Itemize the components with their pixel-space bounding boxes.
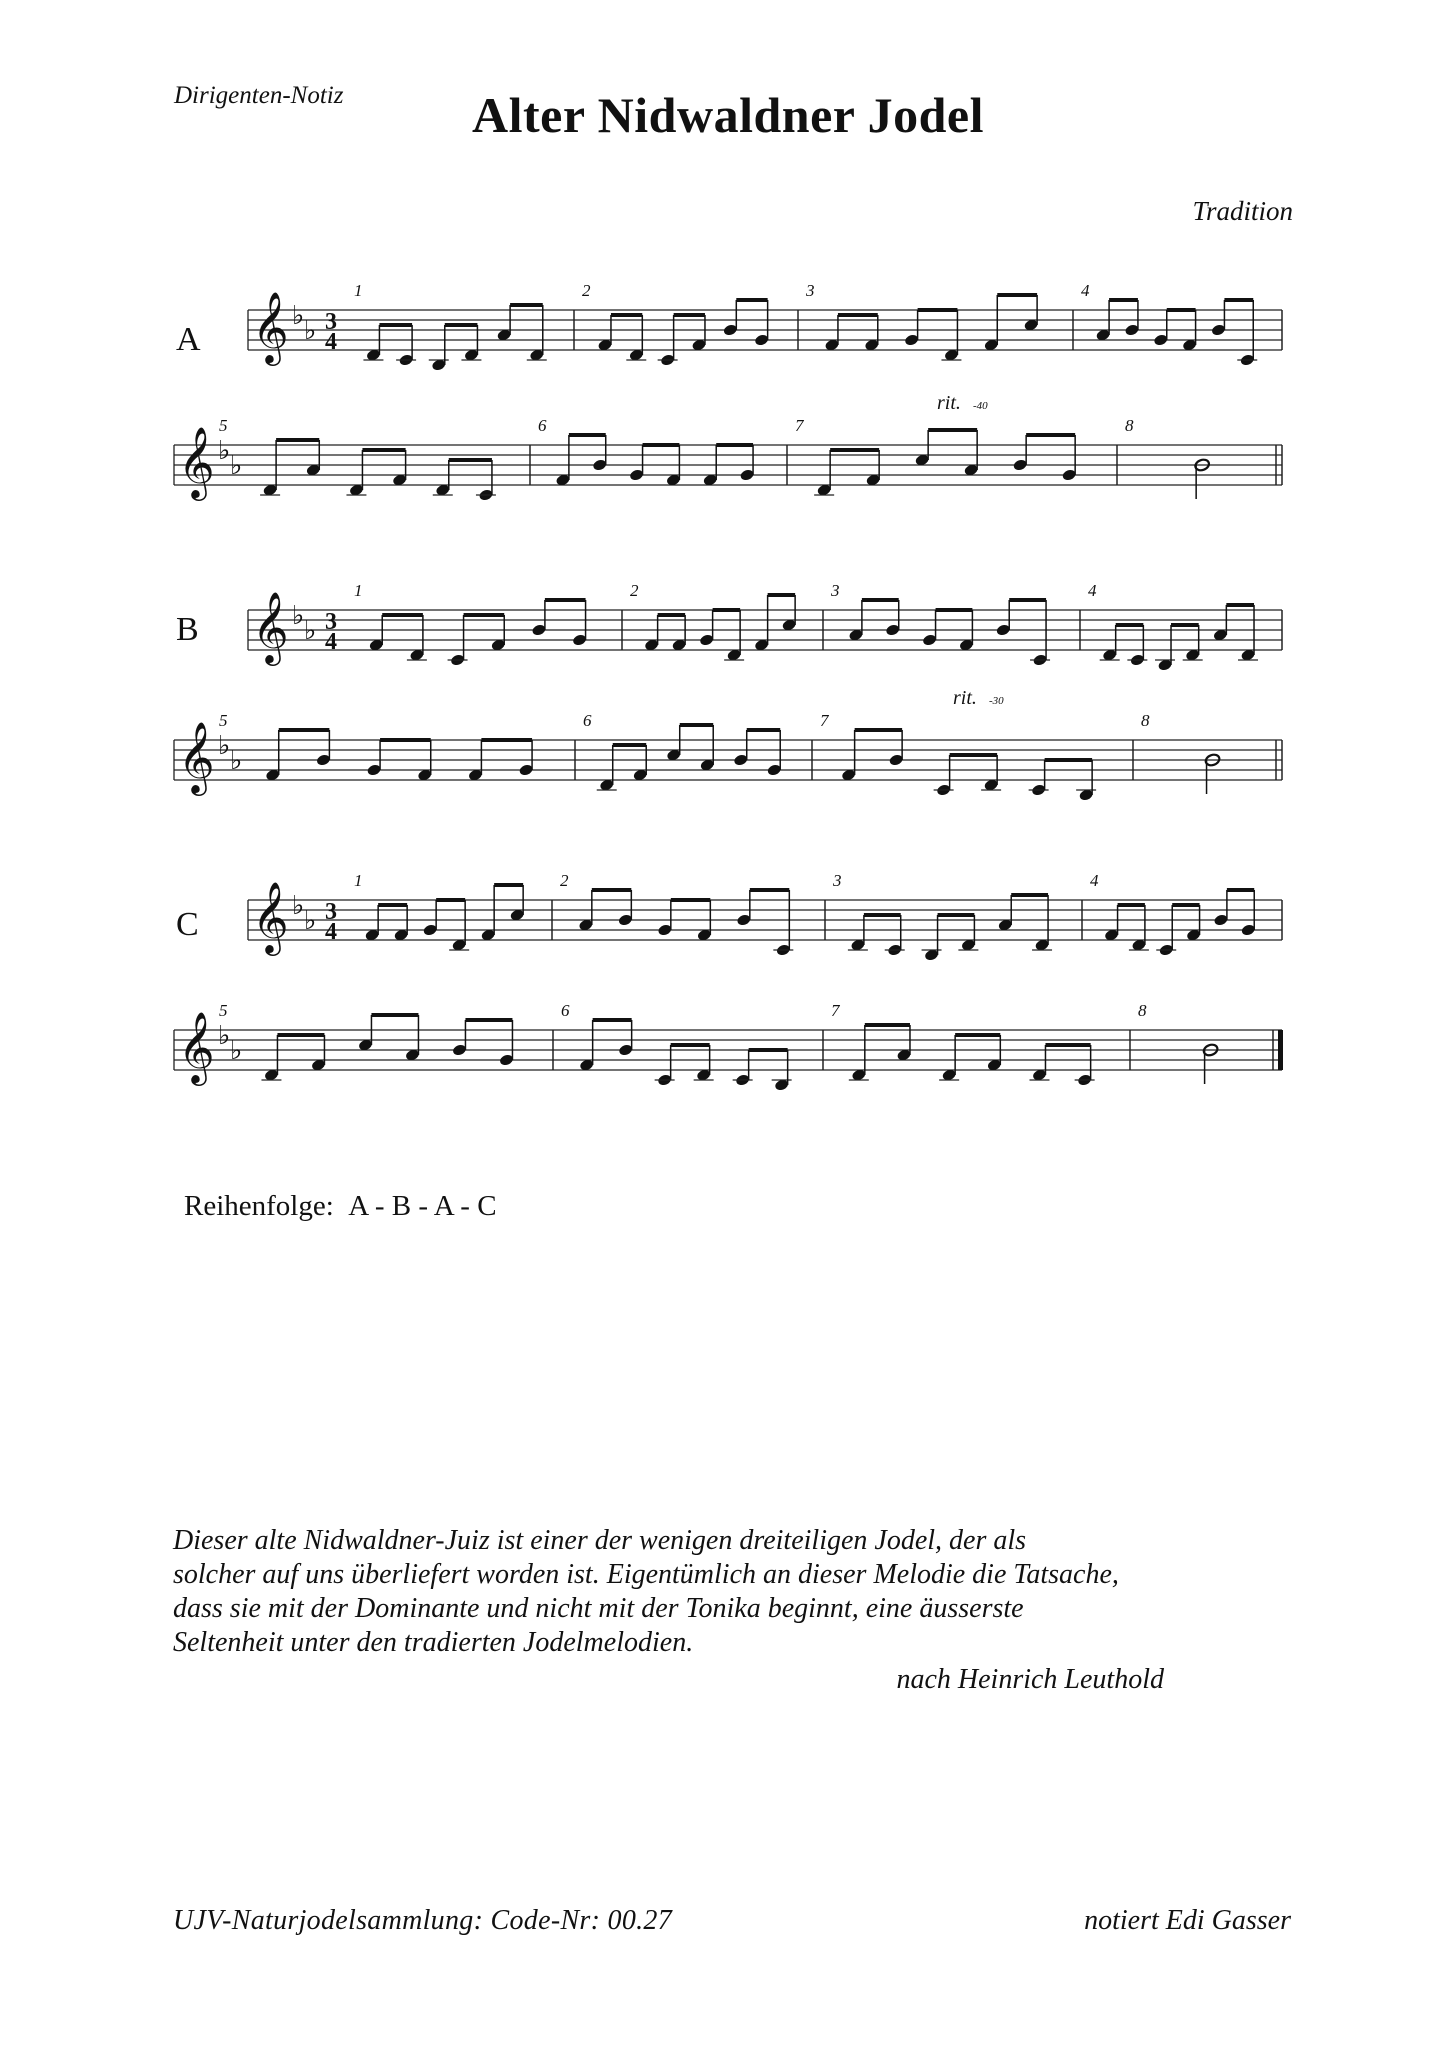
measure-number: 4 bbox=[1088, 581, 1097, 600]
measure-number: 8 bbox=[1138, 1001, 1147, 1020]
measure-number: 1 bbox=[354, 871, 363, 890]
flat-icon: ♭ bbox=[230, 1036, 243, 1065]
measure-number: 3 bbox=[833, 871, 842, 890]
comment-line: Dieser alte Nidwaldner-Juiz ist einer der wenigen dreiteiligen Jodel, der als bbox=[173, 1525, 1027, 1556]
time-signature-top: 3 bbox=[325, 899, 337, 925]
measure-number: 4 bbox=[1081, 281, 1090, 300]
performance-order bbox=[184, 1190, 497, 1223]
flat-icon: ♭ bbox=[292, 891, 305, 920]
measure-number: 3 bbox=[831, 581, 840, 600]
commentary bbox=[173, 1524, 1293, 1660]
measure-number: 4 bbox=[1090, 871, 1099, 890]
treble-clef-icon: 𝄞 bbox=[252, 294, 289, 362]
flat-icon: ♭ bbox=[230, 746, 243, 775]
comment-line: Seltenheit unter den tradierten Jodelmelodien. bbox=[173, 1627, 694, 1658]
section-label: A bbox=[176, 321, 201, 358]
tempo-value: -40 bbox=[973, 400, 988, 412]
treble-clef-icon: 𝄞 bbox=[178, 724, 215, 792]
time-signature-bottom: 4 bbox=[325, 329, 337, 355]
composer-label: Tradition bbox=[1192, 196, 1293, 226]
measure-number: 8 bbox=[1125, 416, 1134, 435]
measure-number: 5 bbox=[219, 711, 228, 730]
time-signature-top: 3 bbox=[325, 309, 337, 335]
measure-number: 7 bbox=[795, 416, 804, 435]
measure-number: 6 bbox=[538, 416, 547, 435]
measure-number: 7 bbox=[820, 711, 829, 730]
time-signature-bottom: 4 bbox=[325, 629, 337, 655]
comment-line: dass sie mit der Dominante und nicht mit der Tonika beginnt, eine äusserste bbox=[173, 1593, 1024, 1624]
section-label: B bbox=[176, 611, 199, 648]
measure-number: 2 bbox=[560, 871, 569, 890]
treble-clef-icon: 𝄞 bbox=[178, 429, 215, 497]
section-label: C bbox=[176, 906, 199, 943]
notated-by: notiert Edi Gasser bbox=[1084, 1905, 1291, 1936]
flat-icon: ♭ bbox=[304, 316, 317, 345]
flat-icon: ♭ bbox=[218, 1021, 231, 1050]
tempo-mark: rit. bbox=[953, 687, 977, 709]
conductor-note-label: Dirigenten-Notiz bbox=[174, 82, 344, 109]
treble-clef-icon: 𝄞 bbox=[252, 594, 289, 662]
collection-code: UJV-Naturjodelsammlung: Code-Nr: 00.27 bbox=[173, 1905, 673, 1936]
measure-number: 6 bbox=[561, 1001, 570, 1020]
measure-number: 3 bbox=[806, 281, 815, 300]
flat-icon: ♭ bbox=[292, 601, 305, 630]
song-title-text: Alter Nidwaldner Jodel bbox=[472, 87, 984, 143]
measure-number: 2 bbox=[630, 581, 639, 600]
measure-number: 8 bbox=[1141, 711, 1150, 730]
flat-icon: ♭ bbox=[304, 616, 317, 645]
time-signature-top: 3 bbox=[325, 609, 337, 635]
measure-number: 5 bbox=[219, 416, 228, 435]
measure-number: 5 bbox=[219, 1001, 228, 1020]
tempo-value: -30 bbox=[989, 695, 1004, 707]
flat-icon: ♭ bbox=[218, 731, 231, 760]
order-label: Reihenfolge: bbox=[184, 1190, 334, 1222]
time-signature-bottom: 4 bbox=[325, 919, 337, 945]
tempo-mark: rit. bbox=[937, 392, 961, 414]
treble-clef-icon: 𝄞 bbox=[252, 884, 289, 952]
measure-number: 1 bbox=[354, 581, 363, 600]
comment-line: solcher auf uns überliefert worden ist. Eigentümlich an dieser Melodie die Tatsache, bbox=[173, 1559, 1119, 1590]
commentary-source: nach Heinrich Leuthold bbox=[896, 1664, 1164, 1695]
order-sequence: A - B - A - C bbox=[348, 1190, 497, 1222]
flat-icon: ♭ bbox=[292, 301, 305, 330]
flat-icon: ♭ bbox=[218, 436, 231, 465]
flat-icon: ♭ bbox=[304, 906, 317, 935]
flat-icon: ♭ bbox=[230, 451, 243, 480]
measure-number: 6 bbox=[583, 711, 592, 730]
treble-clef-icon: 𝄞 bbox=[178, 1014, 215, 1082]
measure-number: 7 bbox=[831, 1001, 840, 1020]
measure-number: 2 bbox=[582, 281, 591, 300]
final-barline bbox=[1278, 1030, 1283, 1070]
measure-number: 1 bbox=[354, 281, 363, 300]
